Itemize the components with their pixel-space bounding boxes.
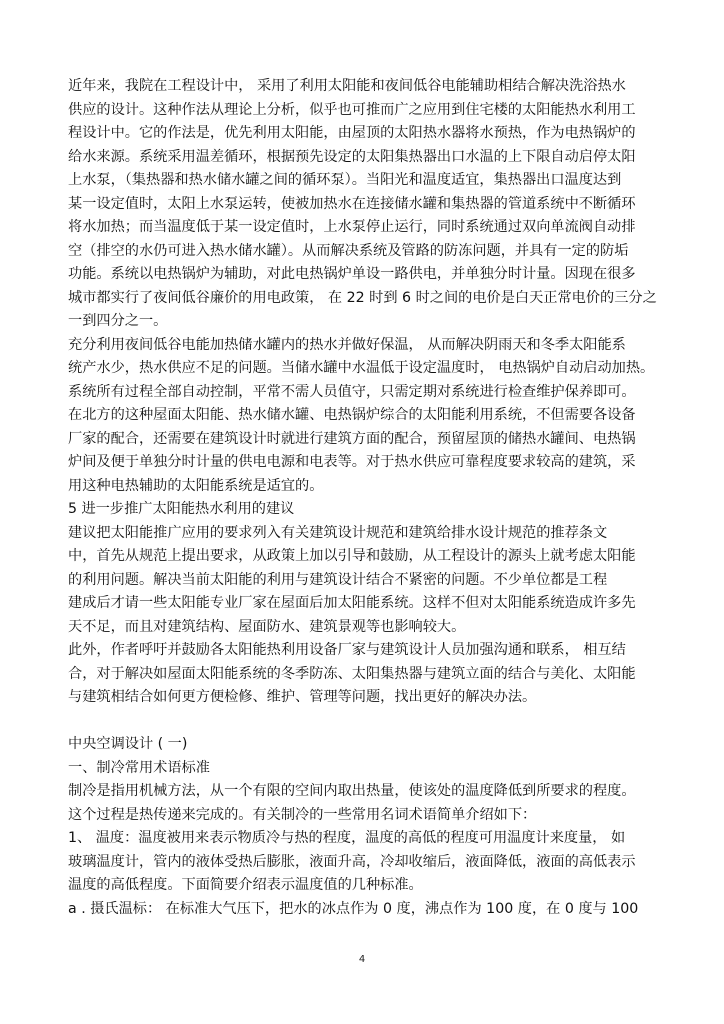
text-line: 用这种电热辅助的太阳能系统是适宜的。 bbox=[68, 477, 324, 494]
text-line: 一、制冷常用术语标准 bbox=[68, 759, 210, 776]
text-line: 此外，作者呼吁并鼓励各太阳能热利用设备厂家与建筑设计人员加强沟通和联系， 相互结 bbox=[68, 642, 626, 658]
text-line: 温度的高低程度。下面简要介绍表示温度值的几种标准。 bbox=[68, 877, 423, 893]
text-line: 在北方的这种屋面太阳能、热水储水罐、电热锅炉综合的太阳能利用系统，不但需要各设备 bbox=[68, 407, 636, 423]
text-line: a . 摄氏温标： 在标准大气压下，把水的冰点作为 0 度，沸点作为 100 度，在 0 度与 100 bbox=[68, 900, 639, 917]
text-line: 某一设定值时，太阳上水泵运转，使被加热水在连接储水罐和集热器的管道系统中不断循环 bbox=[68, 195, 636, 212]
text-line: 制冷是指用机械方法，从一个有限的空间内取出热量，使该处的温度降低到所要求的程度。 bbox=[68, 783, 636, 799]
text-line: 合，对于解决如屋面太阳能系统的冬季防冻、太阳集热器与建筑立面的结合与美化、太阳能 bbox=[68, 665, 636, 682]
text-line: 中，首先从规范上提出要求，从政策上加以引导和鼓励，从工程设计的源头上就考虑太阳能 bbox=[68, 548, 636, 564]
text-line: 一到四分之一。 bbox=[68, 313, 168, 329]
text-line: 给水来源。系统采用温差循环，根据预先设定的太阳集热器出口水温的上下限自动启停太阳 bbox=[68, 148, 636, 165]
page-number: 4 bbox=[358, 954, 366, 965]
text-line: 天不足，而且对建筑结构、屋面防水、建筑景观等也影响较大。 bbox=[68, 618, 466, 635]
text-line: 统产水少，热水供应不足的问题。当储水罐中水温低于设定温度时， 电热锅炉自动启动加热。 bbox=[68, 360, 655, 376]
text-line: 与建筑相结合如何更方便检修、维护、管理等问题，找出更好的解决办法。 bbox=[68, 689, 537, 705]
text-line: 厂家的配合，还需要在建筑设计时就进行建筑方面的配合，预留屋顶的储热水罐间、电热锅 bbox=[68, 430, 636, 447]
text-line: 1、 温度：温度被用来表示物质冷与热的程度，温度的高低的程度可用温度计来度量， 如 bbox=[68, 830, 626, 846]
text-line: 这个过程是热传递来完成的。有关制冷的一些常用名词术语简单介绍如下： bbox=[68, 806, 537, 823]
text-line: 5 进一步推广太阳能热水利用的建议 bbox=[68, 501, 295, 517]
text-line: 充分利用夜间低谷电能加热储水罐内的热水并做好保温， 从而解决阴雨天和冬季太阳能系 bbox=[68, 336, 626, 353]
text-line: 城市都实行了夜间低谷廉价的用电政策， 在 22 时到 6 时之间的电价是白天正常电价的三分之 bbox=[68, 289, 657, 306]
text-line: 功能。系统以电热锅炉为辅助，对此电热锅炉单设一路供电，并单独分时计量。因现在很多 bbox=[68, 266, 636, 282]
text-line: 空（排空的水仍可进入热水储水罐）。从而解决系统及管路的防冻问题，并具有一定的防垢 bbox=[68, 242, 629, 259]
text-line: 程设计中。它的作法是，优先利用太阳能，由屋顶的太阳热水器将水预热，作为电热锅炉的 bbox=[68, 125, 636, 141]
text-line: 近年来，我院在工程设计中， 采用了利用太阳能和夜间低谷电能辅助相结合解决洗浴热水 bbox=[68, 78, 626, 94]
text-line: 的利用问题。解决当前太阳能的利用与建筑设计结合不紧密的问题。不少单位都是工程 bbox=[68, 571, 608, 588]
text-line: 系统所有过程全部自动控制，平常不需人员值守，只需定期对系统进行检查维护保养即可。 bbox=[68, 383, 636, 400]
text-line: 中央空调设计 ( 一) bbox=[68, 736, 188, 752]
text-line: 上水泵，（集热器和热水储水罐之间的循环泵）。当阳光和温度适宜，集热器出口温度达到 bbox=[68, 172, 622, 188]
text-line: 玻璃温度计，管内的液体受热后膨胀，液面升高，冷却收缩后，液面降低，液面的高低表示 bbox=[68, 853, 636, 870]
text-line: 供应的设计。这种作法从理论上分析，似乎也可推而广之应用到住宅楼的太阳能热水利用工 bbox=[68, 101, 636, 118]
text-line: 建议把太阳能推广应用的要求列入有关建筑设计规范和建筑给排水设计规范的推荐条文 bbox=[68, 524, 608, 541]
text-line: 将水加热；而当温度低于某一设定值时，上水泵停止运行，同时系统通过双向单流阀自动排 bbox=[68, 219, 636, 235]
text-line: 建成后才请一些太阳能专业厂家在屋面后加太阳能系统。这样不但对太阳能系统造成许多先 bbox=[68, 595, 636, 611]
text-line: 炉间及便于单独分时计量的供电电源和电表等。对于热水供应可靠程度要求较高的建筑，采 bbox=[68, 454, 636, 470]
